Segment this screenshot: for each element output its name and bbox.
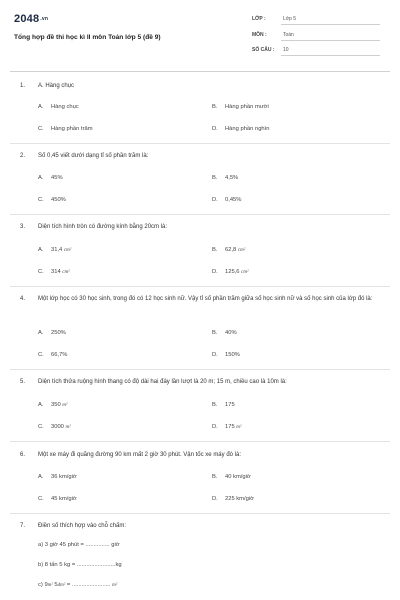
option-key: C. [38, 352, 44, 358]
fill-unit: dm² [57, 583, 66, 588]
option-6a[interactable] [38, 474, 77, 480]
question-divider [10, 369, 390, 370]
question-divider [10, 513, 390, 514]
option-2c[interactable] [38, 197, 66, 203]
option-key: C. [38, 269, 44, 275]
option-text: 66,7% [51, 352, 68, 358]
option-text: 45 km/giờ [51, 496, 77, 502]
option-5b[interactable] [212, 402, 235, 408]
option-2a[interactable] [38, 175, 63, 181]
fill-text: 5 [52, 582, 58, 588]
option-text: 314 [51, 269, 61, 275]
meta-underline [281, 40, 380, 41]
option-5a[interactable] [38, 402, 67, 408]
question-text: Một xe máy đi quãng đường 90 km mất 2 giờ 30 phút. Vận tốc xe máy đó là: [38, 452, 241, 458]
option-text: 4,5% [225, 175, 239, 181]
question-number: 1. [20, 83, 26, 89]
option-6c[interactable] [38, 496, 77, 502]
question-number: 7. [20, 523, 26, 529]
option-key: D. [212, 197, 218, 203]
option-key: A. [38, 104, 44, 110]
question-text: A. Hàng chục [38, 83, 75, 89]
meta-label: LỚP : [252, 16, 266, 22]
meta-underline [281, 24, 380, 25]
logo-suffix: .vn [40, 16, 49, 22]
option-1b[interactable] [212, 104, 269, 110]
fill-blank-a[interactable]: a) 3 giờ 45 phút = ............... giờ [38, 542, 120, 548]
option-text: 31,4 [51, 247, 63, 253]
fill-blank-c[interactable] [38, 582, 117, 588]
option-text: 3000 [51, 424, 64, 430]
option-key: D. [212, 424, 218, 430]
option-1c[interactable] [38, 126, 93, 132]
option-key: B. [212, 474, 218, 480]
question-7 [20, 522, 380, 532]
option-text: 125,6 [225, 269, 240, 275]
question-3 [20, 223, 380, 233]
option-key: B. [212, 247, 218, 253]
option-text: 175 [225, 424, 235, 430]
option-4a[interactable] [38, 330, 66, 336]
option-5c[interactable] [38, 424, 71, 430]
option-unit: m² [236, 425, 242, 430]
option-unit: cm² [63, 248, 72, 253]
meta-value: Lớp 5 [283, 16, 297, 22]
question-text: Diện tích hình tròn có đường kính bằng 20cm là: [38, 224, 168, 230]
option-key: A. [38, 402, 44, 408]
fill-text: = ........................ [65, 582, 113, 588]
option-4d[interactable] [212, 352, 240, 358]
question-number: 5. [20, 379, 26, 385]
option-2b[interactable] [212, 175, 238, 181]
question-4 [20, 295, 380, 305]
option-unit: m² [62, 403, 68, 408]
option-unit: m² [65, 425, 71, 430]
option-text: 175 [225, 402, 235, 408]
fill-unit: m² [47, 583, 53, 588]
meta-value: Toán [283, 32, 294, 38]
question-text: Diện tích thửa ruộng hình thang có độ dài hai đáy lần lượt là 20 m; 15 m, chiều cao là 10m là: [38, 379, 287, 385]
option-text: 225 km/giờ [225, 496, 254, 502]
option-key: B. [212, 330, 218, 336]
option-6d[interactable] [212, 496, 254, 502]
fill-text: c) 9 [38, 582, 48, 588]
option-key: B. [212, 402, 218, 408]
meta-value: 10 [283, 47, 289, 53]
option-unit: cm² [62, 270, 70, 275]
question-6 [20, 451, 380, 461]
option-key: A. [38, 330, 44, 336]
option-unit: cm² [241, 270, 249, 275]
option-unit: cm² [237, 248, 246, 253]
option-key: D. [212, 352, 218, 358]
header-divider [10, 71, 390, 72]
option-key: D. [212, 126, 218, 132]
question-divider [10, 286, 390, 287]
option-key: C. [38, 197, 44, 203]
option-key: A. [38, 247, 44, 253]
site-logo[interactable] [14, 13, 48, 25]
option-text: 40 km/giờ [225, 474, 251, 480]
question-number: 6. [20, 452, 26, 458]
option-text: 150% [225, 352, 240, 358]
option-text: 45% [51, 175, 63, 181]
option-key: C. [38, 424, 44, 430]
option-text: 350 [51, 402, 61, 408]
option-key: C. [38, 126, 44, 132]
question-text: Số 0,45 viết dưới dạng tỉ số phần trăm là: [38, 153, 149, 159]
option-key: B. [212, 175, 218, 181]
option-key: A. [38, 474, 44, 480]
option-text: 62,8 [225, 247, 237, 253]
question-number: 2. [20, 153, 26, 159]
option-3b[interactable] [212, 247, 245, 253]
option-2d[interactable] [212, 197, 241, 203]
question-number: 4. [20, 296, 26, 302]
option-key: D. [212, 269, 218, 275]
meta-underline [281, 55, 380, 56]
question-1 [20, 82, 380, 92]
option-text: Hàng phần trăm [51, 126, 93, 132]
option-text: Hàng phần nghìn [225, 126, 270, 132]
option-3c[interactable] [38, 269, 70, 275]
exam-title: Tổng hợp đề thi học kì II môn Toán lớp 5 (đề 9) [14, 34, 161, 41]
header [0, 0, 400, 72]
option-6b[interactable] [212, 474, 251, 480]
option-3a[interactable] [38, 247, 71, 253]
option-4b[interactable] [212, 330, 237, 336]
option-key: D. [212, 496, 218, 502]
option-1a[interactable] [38, 104, 79, 110]
option-text: 0,45% [225, 197, 242, 203]
option-text: Hàng chục [51, 104, 79, 110]
fill-blank-b[interactable]: b) 8 tấn 5 kg = ........................kg [38, 562, 122, 568]
option-4c[interactable] [38, 352, 67, 358]
logo-text: 2048 [14, 13, 40, 25]
meta-label: MÔN : [252, 32, 267, 38]
question-divider [10, 214, 390, 215]
question-divider [10, 441, 390, 442]
question-text: Điền số thích hợp vào chỗ chấm: [38, 523, 126, 529]
option-text: 450% [51, 197, 66, 203]
option-1d[interactable] [212, 126, 269, 132]
option-text: 36 km/giờ [51, 474, 77, 480]
question-text: Một lớp học có 30 học sinh, trong đó có 12 học sinh nữ. Vậy tỉ số phần trăm giữa số học sinh nữ và số học sinh của lớp đó là: [38, 296, 373, 302]
question-5 [20, 378, 380, 388]
meta-label: SỐ CÂU : [252, 47, 275, 53]
option-3d[interactable] [212, 269, 248, 275]
option-key: A. [38, 175, 44, 181]
option-5d[interactable] [212, 424, 241, 430]
question-divider [10, 143, 390, 144]
fill-unit: m² [112, 583, 118, 588]
option-text: Hàng phần mười [225, 104, 269, 110]
option-text: 250% [51, 330, 66, 336]
option-text: 40% [225, 330, 237, 336]
option-key: C. [38, 496, 44, 502]
question-number: 3. [20, 224, 26, 230]
option-key: B. [212, 104, 218, 110]
question-2 [20, 152, 380, 162]
